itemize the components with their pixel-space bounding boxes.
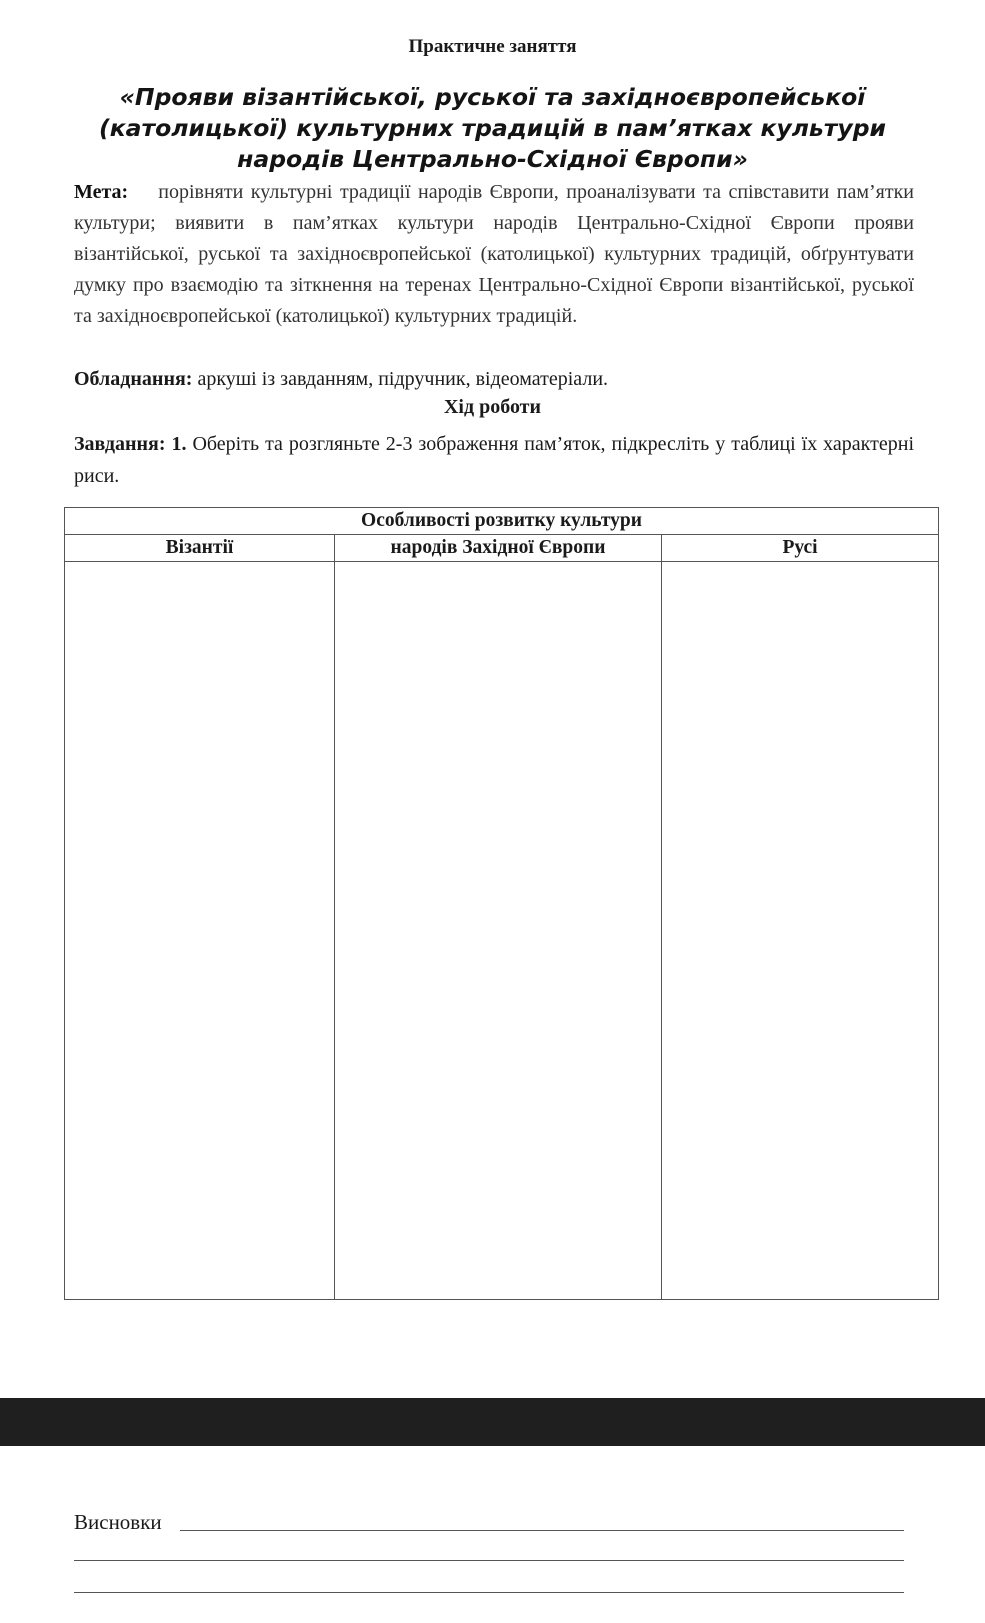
- conclusions-line-2[interactable]: [74, 1560, 904, 1561]
- task-text: Оберіть та розгляньте 2-3 зображення пам’яток, підкресліть у таблиці їх характерні риси.: [74, 433, 915, 487]
- task-number: 1.: [171, 433, 187, 455]
- goal-text: порівняти культурні традиції народів Європи, проаналізувати та співставити пам’ятки культури; виявити в пам’ятках культури народів Центрально-Східної Європи прояви візантійської, руської та західноєвропейської (католицької) культурних традицій, обґрунтувати думку про взаємодію та зіткнення на теренах Центрально-Східної Європи візантійської, руської та західноєвропейської (католицької) культурних традицій.: [74, 181, 915, 327]
- task-paragraph: [74, 428, 914, 492]
- task-label: Завдання:: [74, 433, 166, 455]
- table-title: Особливості розвитку культури: [65, 508, 939, 535]
- equipment-label: Обладнання:: [74, 368, 193, 390]
- page-heading: Практичне заняття: [408, 36, 577, 57]
- goal-paragraph: [74, 177, 914, 332]
- features-table: [64, 507, 939, 1300]
- column-header-rus: Русі: [662, 535, 939, 562]
- goal-label: Мета:: [74, 181, 129, 203]
- equipment-paragraph: [74, 364, 914, 394]
- cell-rus[interactable]: [662, 562, 939, 1300]
- conclusions-label: Висновки: [74, 1510, 162, 1534]
- conclusions-line-1[interactable]: [180, 1530, 904, 1531]
- topic-title: «Прояви візантійської, руської та західноєвропейської (католицької) культурних традицій в пам’ятках культури народів Центрально-Східної Європи»: [98, 83, 887, 173]
- work-heading: Хід роботи: [443, 396, 542, 418]
- cell-western-europe[interactable]: [335, 562, 662, 1300]
- cell-byzantium[interactable]: [65, 562, 335, 1300]
- column-header-byzantium: Візантії: [65, 535, 335, 562]
- conclusions-line-3[interactable]: [74, 1592, 904, 1593]
- equipment-text: аркуші із завданням, підручник, відеоматеріали.: [197, 368, 609, 390]
- black-band: [0, 1398, 985, 1446]
- column-header-western-europe: народів Західної Європи: [335, 535, 662, 562]
